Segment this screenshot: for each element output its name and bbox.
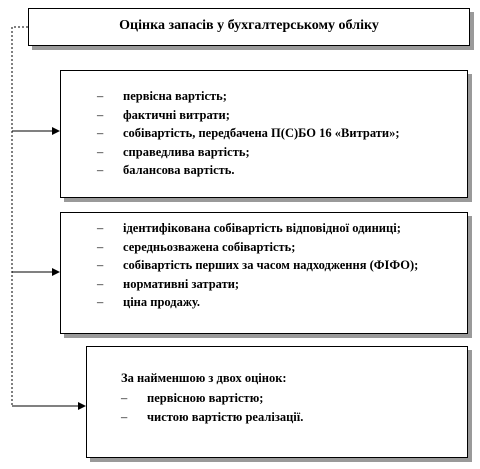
group-box-balance-date-valuation — [86, 346, 468, 458]
group-box-disposal-valuation — [60, 212, 468, 334]
group-1-list — [97, 87, 455, 180]
list-item: – справедлива вартість; — [97, 143, 455, 162]
list-item: – чистою вартістю реалізації. — [121, 408, 455, 427]
group-3-list — [121, 389, 455, 426]
bullet-dash: – — [121, 391, 128, 405]
bullet-dash: – — [97, 295, 104, 309]
title-box — [28, 8, 470, 46]
bullet-dash: – — [97, 126, 104, 140]
bullet-dash: – — [97, 163, 104, 177]
list-item: – собівартість перших за часом надходження (ФІФО); — [97, 256, 457, 275]
list-item: – ціна продажу. — [97, 293, 457, 312]
list-item: – ідентифікована собівартість відповідної одиниці; — [97, 219, 457, 238]
bullet-dash: – — [97, 107, 104, 122]
list-item: – нормативні затрати; — [97, 275, 457, 294]
bullet-dash: – — [97, 144, 104, 159]
list-item: – фактичні витрати; — [97, 106, 455, 125]
bullet-dash: – — [97, 239, 104, 254]
bullet-dash: – — [97, 89, 104, 103]
list-item: – первісна вартість; — [97, 87, 455, 106]
group-box-initial-valuation — [60, 70, 468, 198]
group-2-list — [97, 219, 457, 312]
bullet-dash: – — [121, 409, 128, 424]
diagram-title: Оцінка запасів у бухгалтерському обліку — [119, 18, 379, 33]
list-item: – первісною вартістю; — [121, 389, 455, 408]
bullet-dash: – — [97, 258, 104, 272]
list-item: – балансова вартість. — [97, 161, 455, 180]
bullet-dash: – — [97, 276, 104, 291]
group-3-intro: За найменшою з двох оцінок: — [121, 371, 287, 385]
bullet-dash: – — [97, 221, 104, 235]
list-item: – середньозважена собівартість; — [97, 238, 457, 257]
list-item: – собівартість, передбачена П(С)БО 16 «Витрати»; — [97, 124, 455, 143]
